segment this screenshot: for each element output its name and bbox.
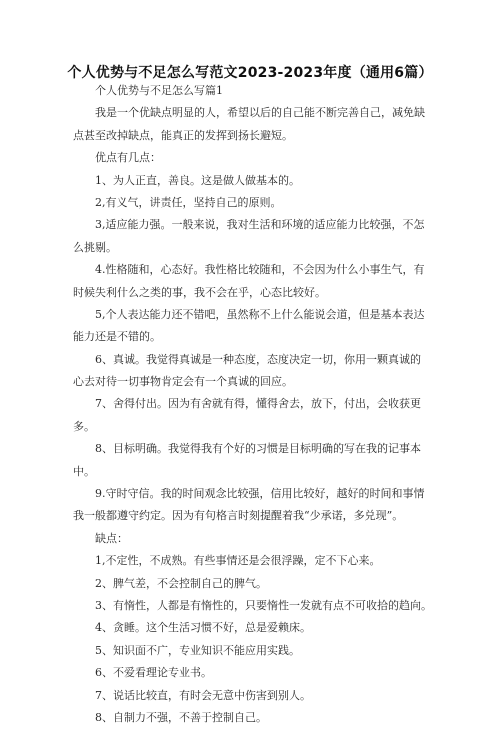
strengths-heading: 优点有几点： — [95, 151, 161, 165]
list-item: 2、脾气差，不会控制自己的脾气。 — [95, 576, 267, 590]
list-item: 5、知识面不广，专业知识不能应用实践。 — [95, 643, 300, 657]
list-item: 6、不爱看理论专业书。 — [95, 666, 212, 680]
document-title: 个人优势与不足怎么写范文2023-2023年度（通用6篇） — [67, 65, 433, 81]
list-item-continuation: 多。 — [73, 419, 95, 433]
list-item: 7、说话比较直，有时会无意中伤害到别人。 — [95, 688, 311, 702]
paragraph-line: 点甚至改掉缺点，能真正的发挥到扬长避短。 — [73, 128, 293, 142]
list-item: 6、真诚。我觉得真诚是一种态度，态度决定一切，你用一颗真诚的 — [95, 352, 421, 366]
list-item-continuation: 能力还是不错的。 — [73, 330, 161, 344]
list-item: 7、舍得付出。因为有舍就有得，懂得舍去，放下，付出，会收获更 — [95, 397, 421, 411]
paragraph-line: 我是一个优缺点明显的人，希望以后的自己能不断完善自己，减免缺 — [95, 106, 425, 120]
list-item: 9.守时守信。我的时间观念比较强，信用比较好，越好的时间和事情 — [95, 487, 425, 501]
list-item: 3、有惰性，人都是有惰性的，只要惰性一发就有点不可收拾的趋向。 — [95, 598, 432, 612]
list-item: 5,个人表达能力还不错吧，虽然称不上什么能说会道，但是基本表达 — [95, 307, 425, 321]
document-body — [73, 80, 433, 729]
list-item-continuation: 心去对待一切事物肯定会有一个真诚的回应。 — [73, 375, 293, 389]
section-heading: 个人优势与不足怎么写篇1 — [95, 84, 223, 97]
list-item: 8、自制力不强，不善于控制自己。 — [95, 710, 267, 724]
weaknesses-heading: 缺点： — [95, 531, 128, 545]
list-item: 1、为人正直，善良。这是做人做基本的。 — [95, 173, 300, 187]
list-item: 4.性格随和，心态好。我性格比较随和，不会因为什么小事生气，有 — [95, 263, 425, 277]
list-item: 1,不定性，不成熟。有些事情还是会很浮躁，定不下心来。 — [95, 554, 381, 568]
list-item: 8、目标明确。我觉得我有个好的习惯是目标明确的写在我的记事本 — [95, 442, 421, 456]
list-item: 2,有义气，讲责任，坚持自己的原则。 — [95, 195, 282, 209]
list-item: 3,适应能力强。一般来说，我对生活和环境的适应能力比较强，不怎 — [95, 218, 425, 232]
list-item-continuation: 么挑剔。 — [73, 240, 117, 254]
list-item-continuation: 时候失利什么之类的事，我不会在乎，心态比较好。 — [73, 285, 326, 299]
list-item-continuation: 我一般都遵守约定。因为有句格言时刻提醒着我“少承诺，多兑现”。 — [73, 509, 404, 523]
list-item: 4、贪睡。这个生活习惯不好，总是爱赖床。 — [95, 621, 311, 635]
list-item-continuation: 中。 — [73, 464, 95, 478]
